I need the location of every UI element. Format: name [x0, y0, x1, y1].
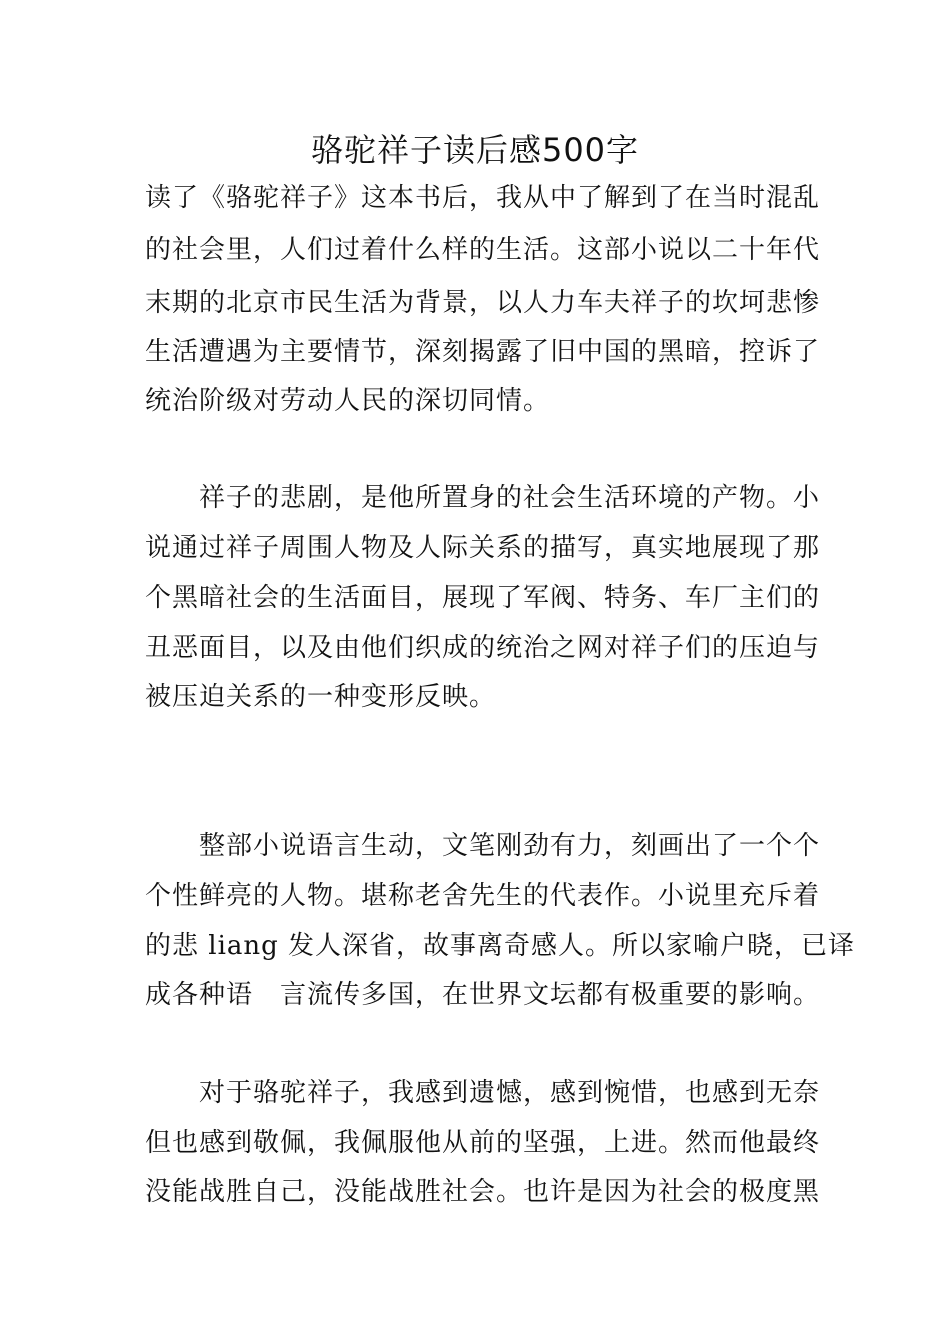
document-title: 骆驼祥子读后感500字: [310, 131, 640, 169]
text-line: 个性鲜亮的人物。堪称老舍先生的代表作。小说里充斥着: [145, 881, 821, 911]
text-line: 被压迫关系的一种变形反映。: [145, 682, 497, 712]
text-line: 统治阶级对劳动人民的深切同情。: [145, 386, 551, 416]
text-line: 的悲 liang 发人深省，故事离奇感人。所以家喻户晓，已译: [145, 931, 856, 961]
text-line: 但也感到敬佩，我佩服他从前的坚强，上进。然而他最终: [145, 1128, 821, 1158]
text-line: 祥子的悲剧，是他所置身的社会生活环境的产物。小: [145, 483, 821, 513]
text-line: 读了《骆驼祥子》这本书后，我从中了解到了在当时混乱: [145, 183, 821, 213]
text-line: 对于骆驼祥子，我感到遗憾，感到惋惜，也感到无奈: [145, 1078, 821, 1108]
text-line: 没能战胜自己，没能战胜社会。也许是因为社会的极度黑: [145, 1177, 821, 1207]
text-line: 丑恶面目，以及由他们织成的统治之网对祥子们的压迫与: [145, 633, 821, 663]
text-line: 的社会里，人们过着什么样的生活。这部小说以二十年代: [145, 235, 821, 265]
text-line: 个黑暗社会的生活面目，展现了军阀、特务、车厂主们的: [145, 583, 821, 613]
text-line: 生活遭遇为主要情节，深刻揭露了旧中国的黑暗，控诉了: [145, 337, 821, 367]
text-line: 成各种语 言流传多国，在世界文坛都有极重要的影响。: [145, 980, 821, 1010]
text-line: 末期的北京市民生活为背景，以人力车夫祥子的坎坷悲惨: [145, 288, 821, 318]
text-line: 说通过祥子周围人物及人际关系的描写，真实地展现了那: [145, 533, 821, 563]
text-line: 整部小说语言生动，文笔刚劲有力，刻画出了一个个: [145, 831, 821, 861]
